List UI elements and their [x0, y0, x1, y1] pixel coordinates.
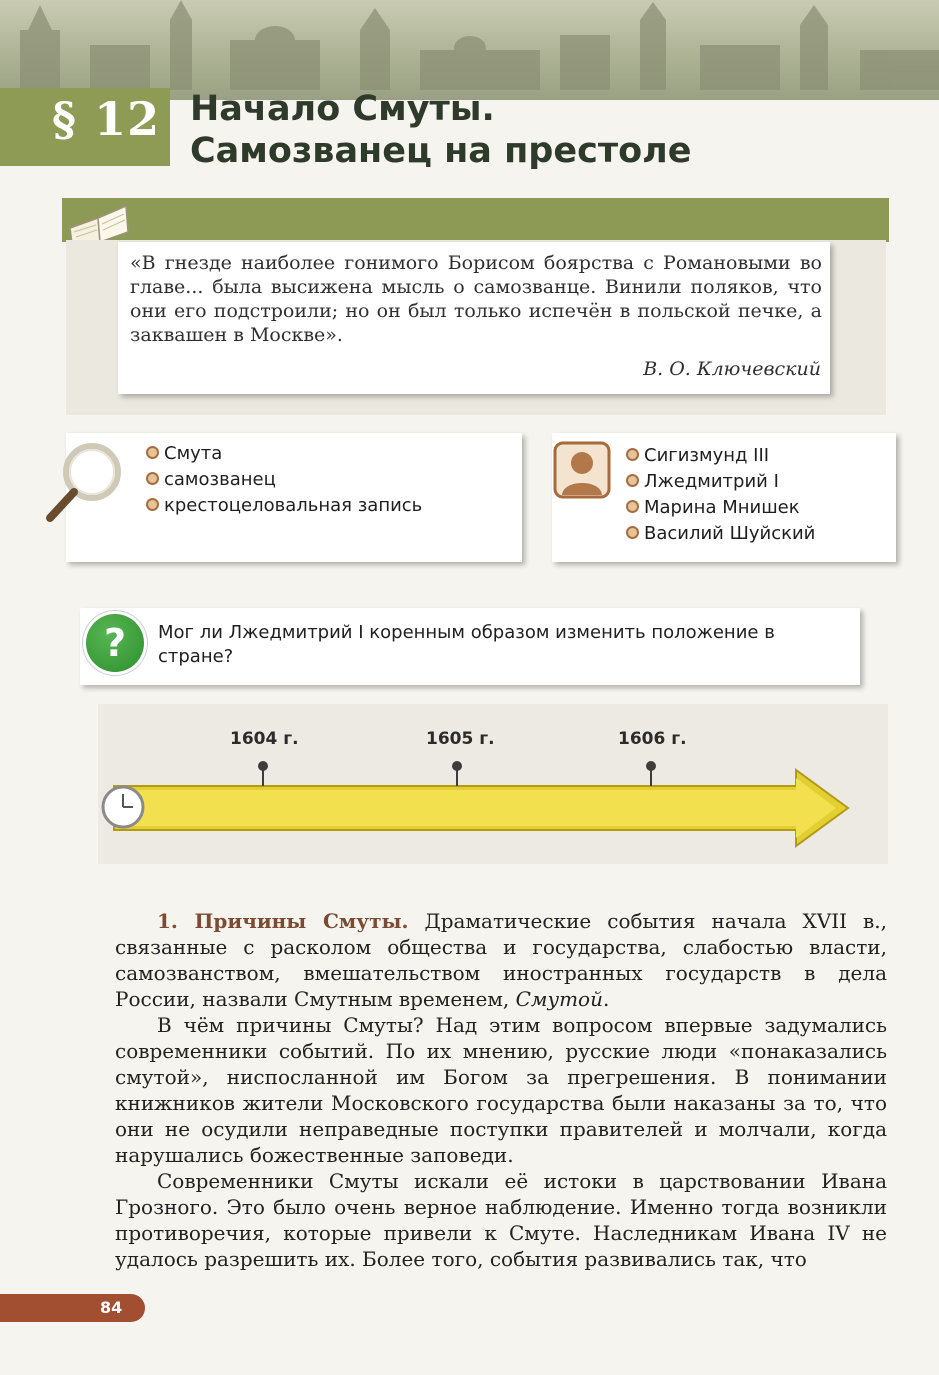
term-emphasis: Смутой — [515, 987, 603, 1011]
question-mark-icon: ? — [86, 614, 144, 672]
list-item — [626, 521, 815, 547]
timeline-arrow — [96, 740, 856, 850]
epigraph-header-strip — [62, 198, 889, 242]
person-label: Сигизмунд III — [644, 445, 770, 466]
title-line-2: Самозванец на престоле — [190, 131, 692, 171]
person-label: Марина Мнишек — [644, 497, 800, 518]
term-label: самозванец — [164, 469, 276, 490]
page-title — [190, 88, 692, 172]
term-label: крестоцеловальная запись — [164, 495, 423, 516]
list-item — [626, 495, 815, 521]
body-text — [115, 908, 887, 1272]
paragraph: В чём причины Смуты? Над этим вопросом впервые задумались современники событий. По их мнению, русские люди «понаказались смутой», ниспосланной им Богом за прегрешения. В понимании книжников жители Московского государства были наказаны за то, что они не осудили неправедные поступки правителей и молчали, когда нарушались божественные заповеди. — [115, 1013, 887, 1167]
epigraph-text: «В гнезде наиболее гонимого Борисом боярства с Романовыми во главе... была высижена мысль о самозванце. Винили поляков, что они его подстроили; но он был только испечён в польской печке, а заквашен в Москве». — [130, 252, 822, 346]
page-number-tab — [0, 1294, 145, 1322]
section-heading: 1. Причины Смуты. — [157, 909, 409, 933]
key-terms-list — [146, 441, 422, 519]
persons-list — [626, 443, 815, 547]
question-text: Мог ли Лжедмитрий I коренным образом изменить положение в стране? — [158, 622, 775, 667]
list-item — [146, 441, 422, 467]
timeline-year-label: 1604 г. — [230, 729, 299, 749]
timeline-year-label: 1606 г. — [618, 729, 687, 749]
person-label: Василий Шуйский — [644, 523, 816, 544]
person-label: Лжедмитрий I — [644, 471, 779, 492]
page-number: 84 — [100, 1298, 123, 1317]
paragraph: 1. Причины Смуты. Драматические события начала XVII в., связанные с расколом общества и государства, слабостью власти, самозванством, вмешательством иностранных государств в дела России, назвали Смутным временем, Смутой. — [115, 909, 887, 1011]
header-banner — [0, 0, 939, 100]
title-line-1: Начало Смуты. — [190, 89, 495, 129]
epigraph-author: В. О. Ключевский — [643, 358, 821, 380]
kremlin-skyline-illustration — [0, 0, 939, 100]
paragraph-number: § 12 — [52, 92, 161, 146]
magnifier-icon — [44, 440, 124, 524]
person-silhouette-icon — [553, 441, 611, 499]
list-item — [626, 469, 815, 495]
list-item — [146, 467, 422, 493]
paragraph: Современники Смуты искали её истоки в царствовании Ивана Грозного. Это было очень верное наблюдение. Именно тогда возникли противоречия, которые привели к Смуте. Наследникам Ивана IV не удалось разрешить их. Более того, события развивались так, что — [115, 1169, 887, 1271]
timeline-year-label: 1605 г. — [426, 729, 495, 749]
clock-icon — [100, 784, 146, 830]
list-item — [626, 443, 815, 469]
list-item — [146, 493, 422, 519]
term-label: Смута — [164, 443, 223, 464]
